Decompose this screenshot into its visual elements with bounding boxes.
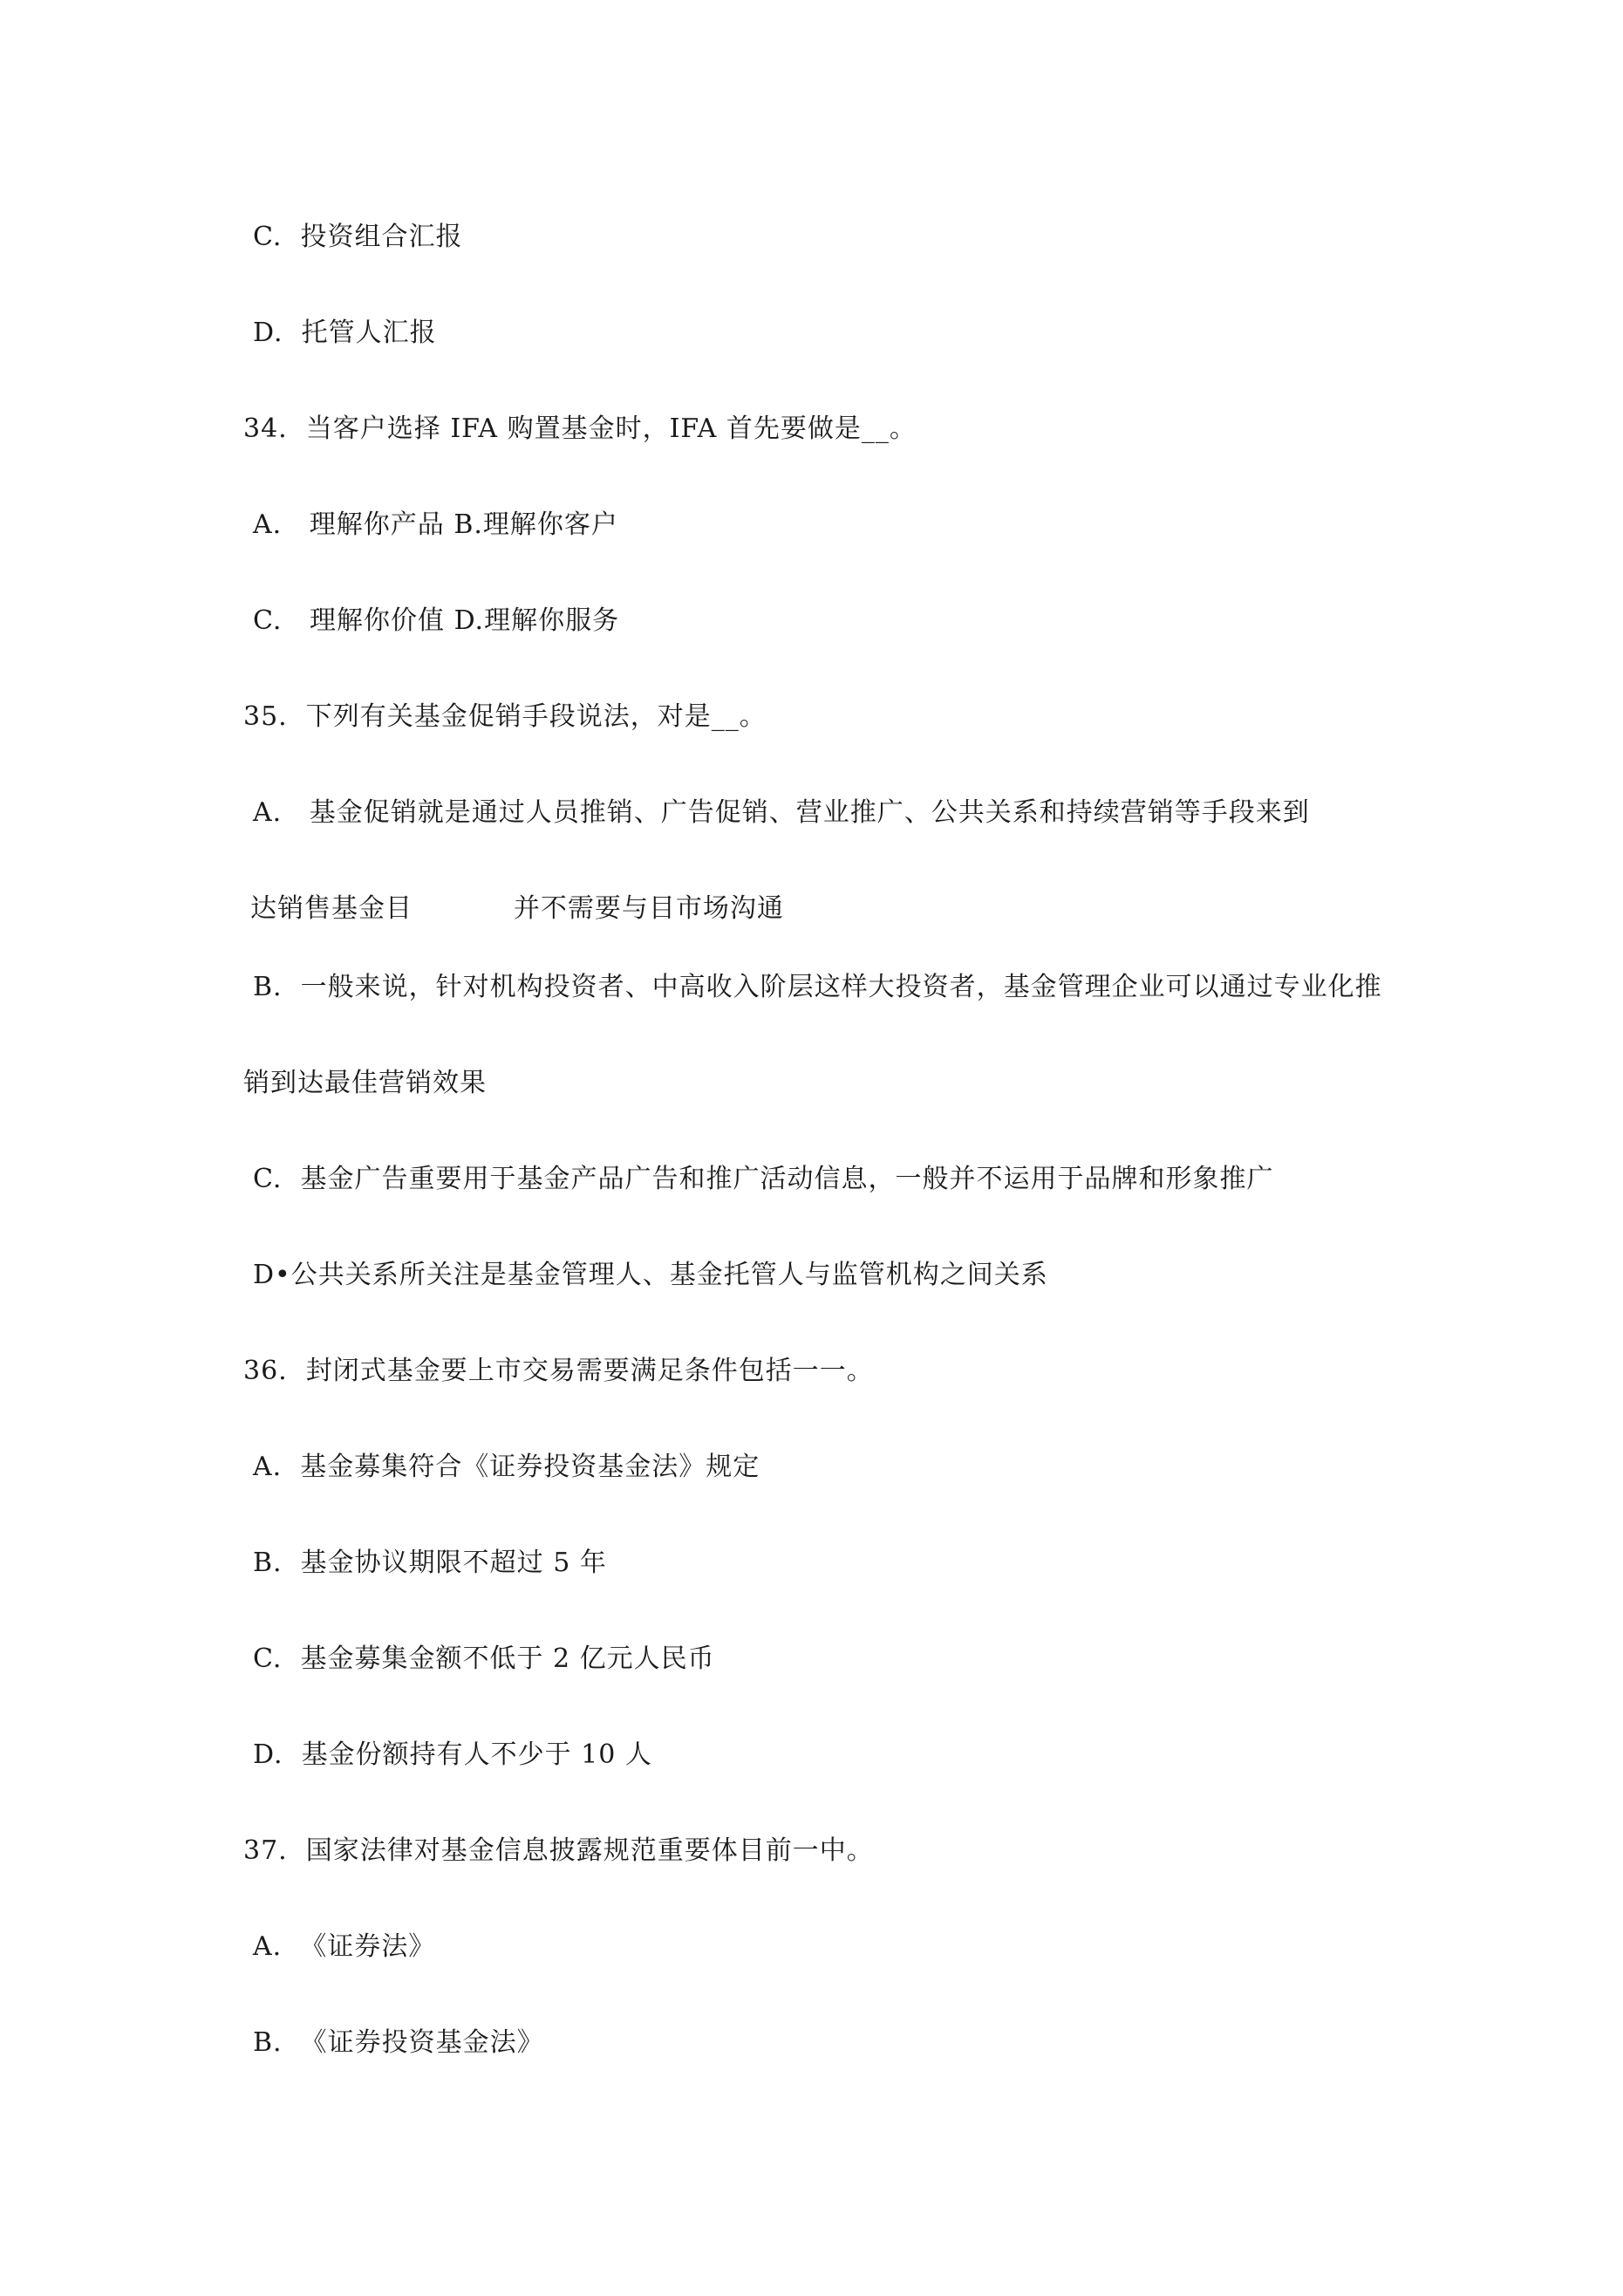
- q37-stem: 37. 国家法律对基金信息披露规范重要体目前一中。: [243, 1835, 874, 1866]
- q35-option-a: A. 基金促销就是通过人员推销、广告促销、营业推广、公共关系和持续营销等手段来到: [253, 797, 1310, 828]
- q36-option-a: A. 基金募集符合《证券投资基金法》规定: [253, 1452, 760, 1482]
- q36-option-c: C. 基金募集金额不低于 2 亿元人民币: [253, 1643, 715, 1674]
- q35-option-b-continuation: 销到达最佳营销效果: [243, 1068, 487, 1098]
- q36-stem: 36. 封闭式基金要上市交易需要满足条件包括一一。: [243, 1356, 874, 1386]
- q34-option-cd: C. 理解你价值 D.理解你服务: [253, 605, 620, 636]
- q37-option-a: A. 《证券法》: [253, 1931, 436, 1962]
- q33-option-d: D. 托管人汇报: [253, 318, 437, 348]
- q35-option-d: D•公共关系所关注是基金管理人、基金托管人与监管机构之间关系: [253, 1260, 1048, 1290]
- q36-option-b: B. 基金协议期限不超过 5 年: [253, 1548, 607, 1578]
- q33-option-c: C. 投资组合汇报: [253, 222, 463, 252]
- q37-option-b: B. 《证券投资基金法》: [253, 2027, 544, 2058]
- q35-option-b: B. 一般来说，针对机构投资者、中高收入阶层这样大投资者，基金管理企业可以通过专业化推: [253, 972, 1382, 1002]
- q35-stem: 35. 下列有关基金促销手段说法，对是__。: [243, 701, 767, 732]
- q35-option-c: C. 基金广告重要用于基金产品广告和推广活动信息，一般并不运用于品牌和形象推广: [253, 1164, 1274, 1194]
- q35-option-a-continuation: 达销售基金目 并不需要与目市场沟通: [250, 893, 784, 924]
- q34-option-ab: A. 理解你产品 B.理解你客户: [253, 509, 618, 540]
- q34-stem: 34. 当客户选择 IFA 购置基金时，IFA 首先要做是__。: [243, 413, 917, 444]
- q36-option-d: D. 基金份额持有人不少于 10 人: [253, 1739, 652, 1770]
